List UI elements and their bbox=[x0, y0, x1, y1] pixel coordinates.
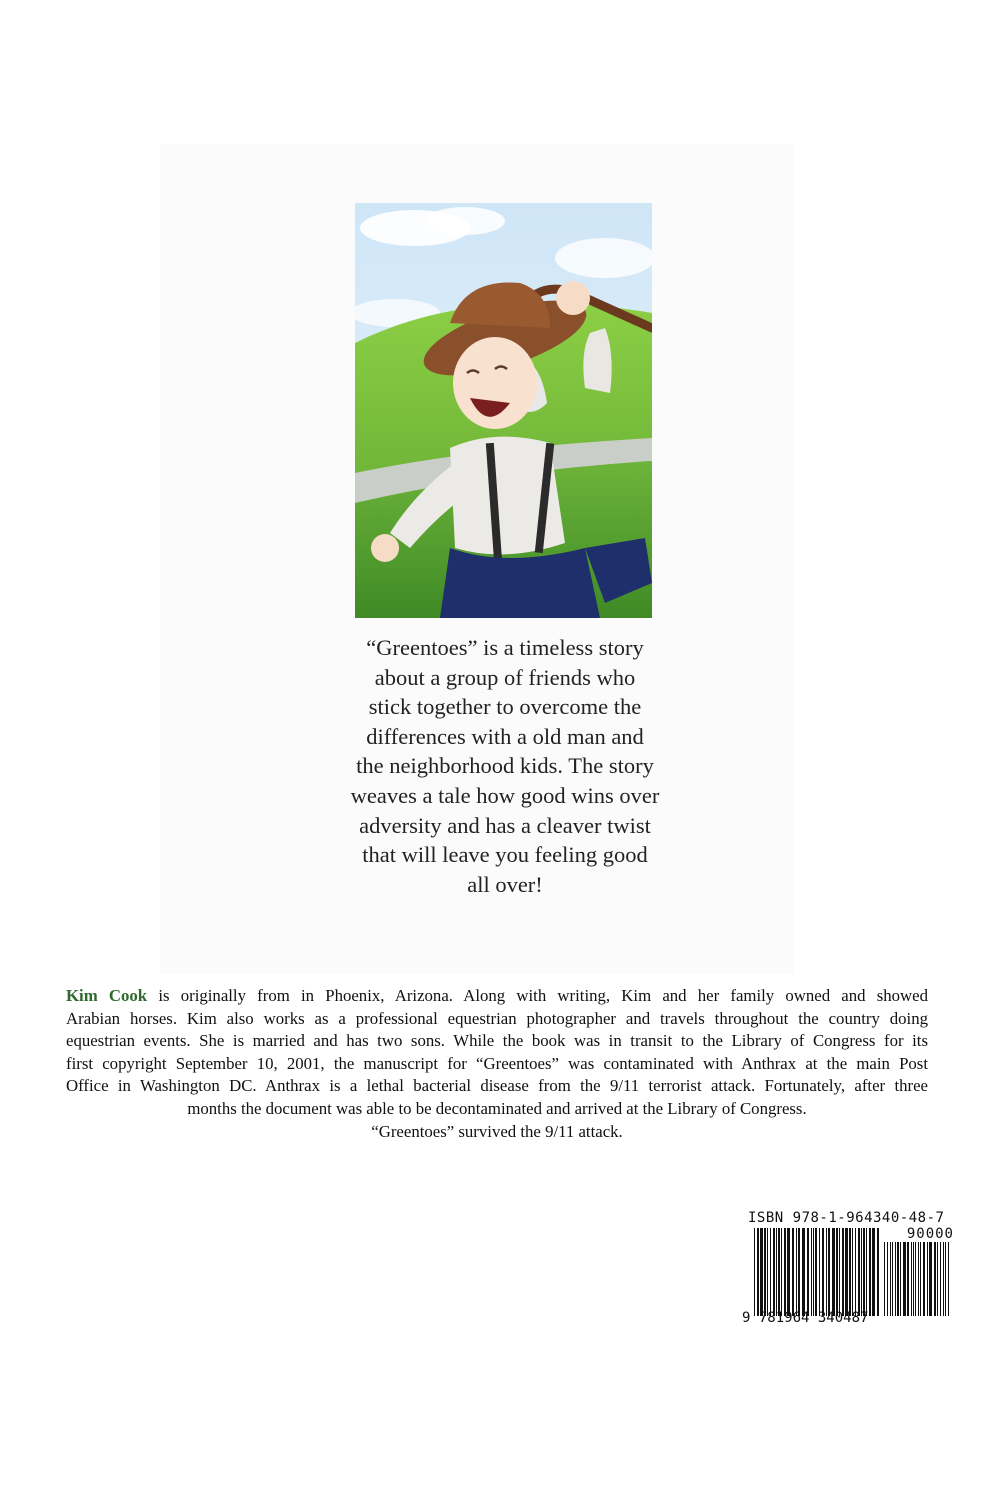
bio-line: first copyright September 10, 2001, the manuscript for “Greentoes” was contaminated with Anthrax at the main Post bbox=[66, 1053, 928, 1073]
barcode-bar bbox=[943, 1242, 944, 1316]
blurb-line: that will leave you feeling good bbox=[362, 842, 648, 868]
isbn-label: ISBN 978-1-964340-48-7 bbox=[748, 1210, 945, 1226]
blurb-line: “Greentoes” is a timeless story bbox=[366, 635, 644, 660]
ean-digits: 9 781964 340487 bbox=[742, 1310, 869, 1326]
barcode-bar bbox=[863, 1228, 865, 1316]
blurb-line: all over! bbox=[467, 871, 543, 897]
barcode-bar bbox=[819, 1228, 820, 1316]
barcode-bar bbox=[764, 1228, 766, 1316]
blurb-line: adversity and has a cleaver twist bbox=[359, 812, 651, 838]
barcode-bar bbox=[760, 1228, 763, 1316]
barcode-bar bbox=[927, 1242, 928, 1316]
barcode-bar bbox=[807, 1228, 809, 1316]
blurb-line: stick together to overcome the bbox=[368, 694, 642, 720]
barcode-bar bbox=[845, 1228, 848, 1316]
barcode-bar bbox=[934, 1242, 936, 1316]
old-man-illustration bbox=[355, 203, 652, 618]
bio-line bbox=[66, 985, 928, 1008]
barcode-bar bbox=[897, 1242, 899, 1316]
cover-illustration bbox=[355, 203, 652, 618]
barcode-bar bbox=[842, 1228, 844, 1316]
barcode-bar bbox=[903, 1242, 906, 1316]
barcode-bar bbox=[826, 1228, 827, 1316]
blurb-line: the neighborhood kids. The story bbox=[356, 753, 654, 779]
bio-line: Office in Washington DC. Anthrax is a lethal bacterial disease from the 9/11 terrorist attack. Fortunately, after three bbox=[66, 1076, 928, 1096]
barcode-bar bbox=[945, 1242, 946, 1316]
blurb-line: about a group of friends who bbox=[374, 664, 636, 690]
barcode-bar bbox=[895, 1242, 896, 1316]
barcode-bar bbox=[787, 1228, 790, 1316]
barcode-bar bbox=[892, 1242, 893, 1316]
barcode-bar bbox=[811, 1228, 812, 1316]
isbn-barcode bbox=[742, 1210, 956, 1335]
barcode-bar bbox=[877, 1228, 879, 1316]
price-addon-code: 90000 bbox=[906, 1226, 954, 1242]
author-bio bbox=[66, 985, 928, 1143]
barcode-bar bbox=[776, 1228, 777, 1316]
barcode-bar bbox=[937, 1242, 938, 1316]
barcode-bar bbox=[815, 1228, 817, 1316]
barcode-bar bbox=[869, 1228, 871, 1316]
barcode-bar bbox=[911, 1242, 912, 1316]
bio-line: Arabian horses. Kim also works as a professional equestrian photographer and travels throughout the country doing bbox=[66, 1008, 928, 1028]
barcode-bar bbox=[822, 1228, 824, 1316]
barcode-bar bbox=[792, 1228, 794, 1316]
barcode-bar bbox=[781, 1228, 782, 1316]
barcode-bar bbox=[913, 1242, 914, 1316]
barcode-bar bbox=[836, 1228, 838, 1316]
barcode-bar bbox=[900, 1242, 901, 1316]
blurb-line: differences with a old man and bbox=[366, 723, 644, 749]
barcode-bar bbox=[813, 1228, 814, 1316]
back-cover-blurb bbox=[330, 633, 680, 899]
barcode-bar bbox=[866, 1228, 867, 1316]
barcode-bar bbox=[861, 1228, 862, 1316]
bio-line: equestrian events. She is married and has two sons. While the book was in transit to the Library of Congress for its bbox=[66, 1031, 928, 1051]
barcode-bar bbox=[929, 1242, 932, 1316]
barcode-bar bbox=[918, 1242, 919, 1316]
barcode-bar bbox=[773, 1228, 775, 1316]
barcode-bar bbox=[757, 1228, 759, 1316]
barcode-bar bbox=[852, 1228, 853, 1316]
barcode-bar bbox=[802, 1228, 805, 1316]
barcode-bar bbox=[855, 1228, 856, 1316]
barcode-bar bbox=[770, 1228, 771, 1316]
barcode-bar bbox=[923, 1242, 925, 1316]
bio-line-text: is originally from in Phoenix, Arizona. Along with writing, Kim and her family owned and showed bbox=[147, 986, 929, 1005]
barcode-bar bbox=[798, 1228, 800, 1316]
barcode-bar bbox=[920, 1242, 921, 1316]
barcode-bar bbox=[839, 1228, 840, 1316]
barcode-bar bbox=[940, 1242, 941, 1316]
barcode-bar bbox=[887, 1242, 888, 1316]
bio-line: “Greentoes” survived the 9/11 attack. bbox=[371, 1121, 623, 1141]
barcode-bar bbox=[915, 1242, 916, 1316]
barcode-bar bbox=[754, 1228, 755, 1316]
barcode-bar bbox=[907, 1242, 909, 1316]
barcode-bar bbox=[767, 1228, 768, 1316]
barcode-bar bbox=[832, 1228, 835, 1316]
bio-line: months the document was able to be decontaminated and arrived at the Library of Congress. bbox=[187, 1098, 807, 1118]
author-name: Kim Cook bbox=[66, 986, 148, 1005]
barcode-bar bbox=[849, 1228, 851, 1316]
barcode-bar bbox=[890, 1242, 891, 1316]
barcode-bar bbox=[796, 1228, 797, 1316]
ean-barcode-bars bbox=[754, 1228, 880, 1316]
barcode-bar bbox=[828, 1228, 830, 1316]
blurb-line: weaves a tale how good wins over bbox=[350, 782, 660, 808]
addon-barcode-bars bbox=[884, 1242, 952, 1316]
barcode-bar bbox=[778, 1228, 780, 1316]
barcode-bar bbox=[872, 1228, 875, 1316]
barcode-bar bbox=[884, 1242, 885, 1316]
barcode-bar bbox=[948, 1242, 949, 1316]
barcode-bar bbox=[784, 1228, 786, 1316]
barcode-bar bbox=[858, 1228, 860, 1316]
